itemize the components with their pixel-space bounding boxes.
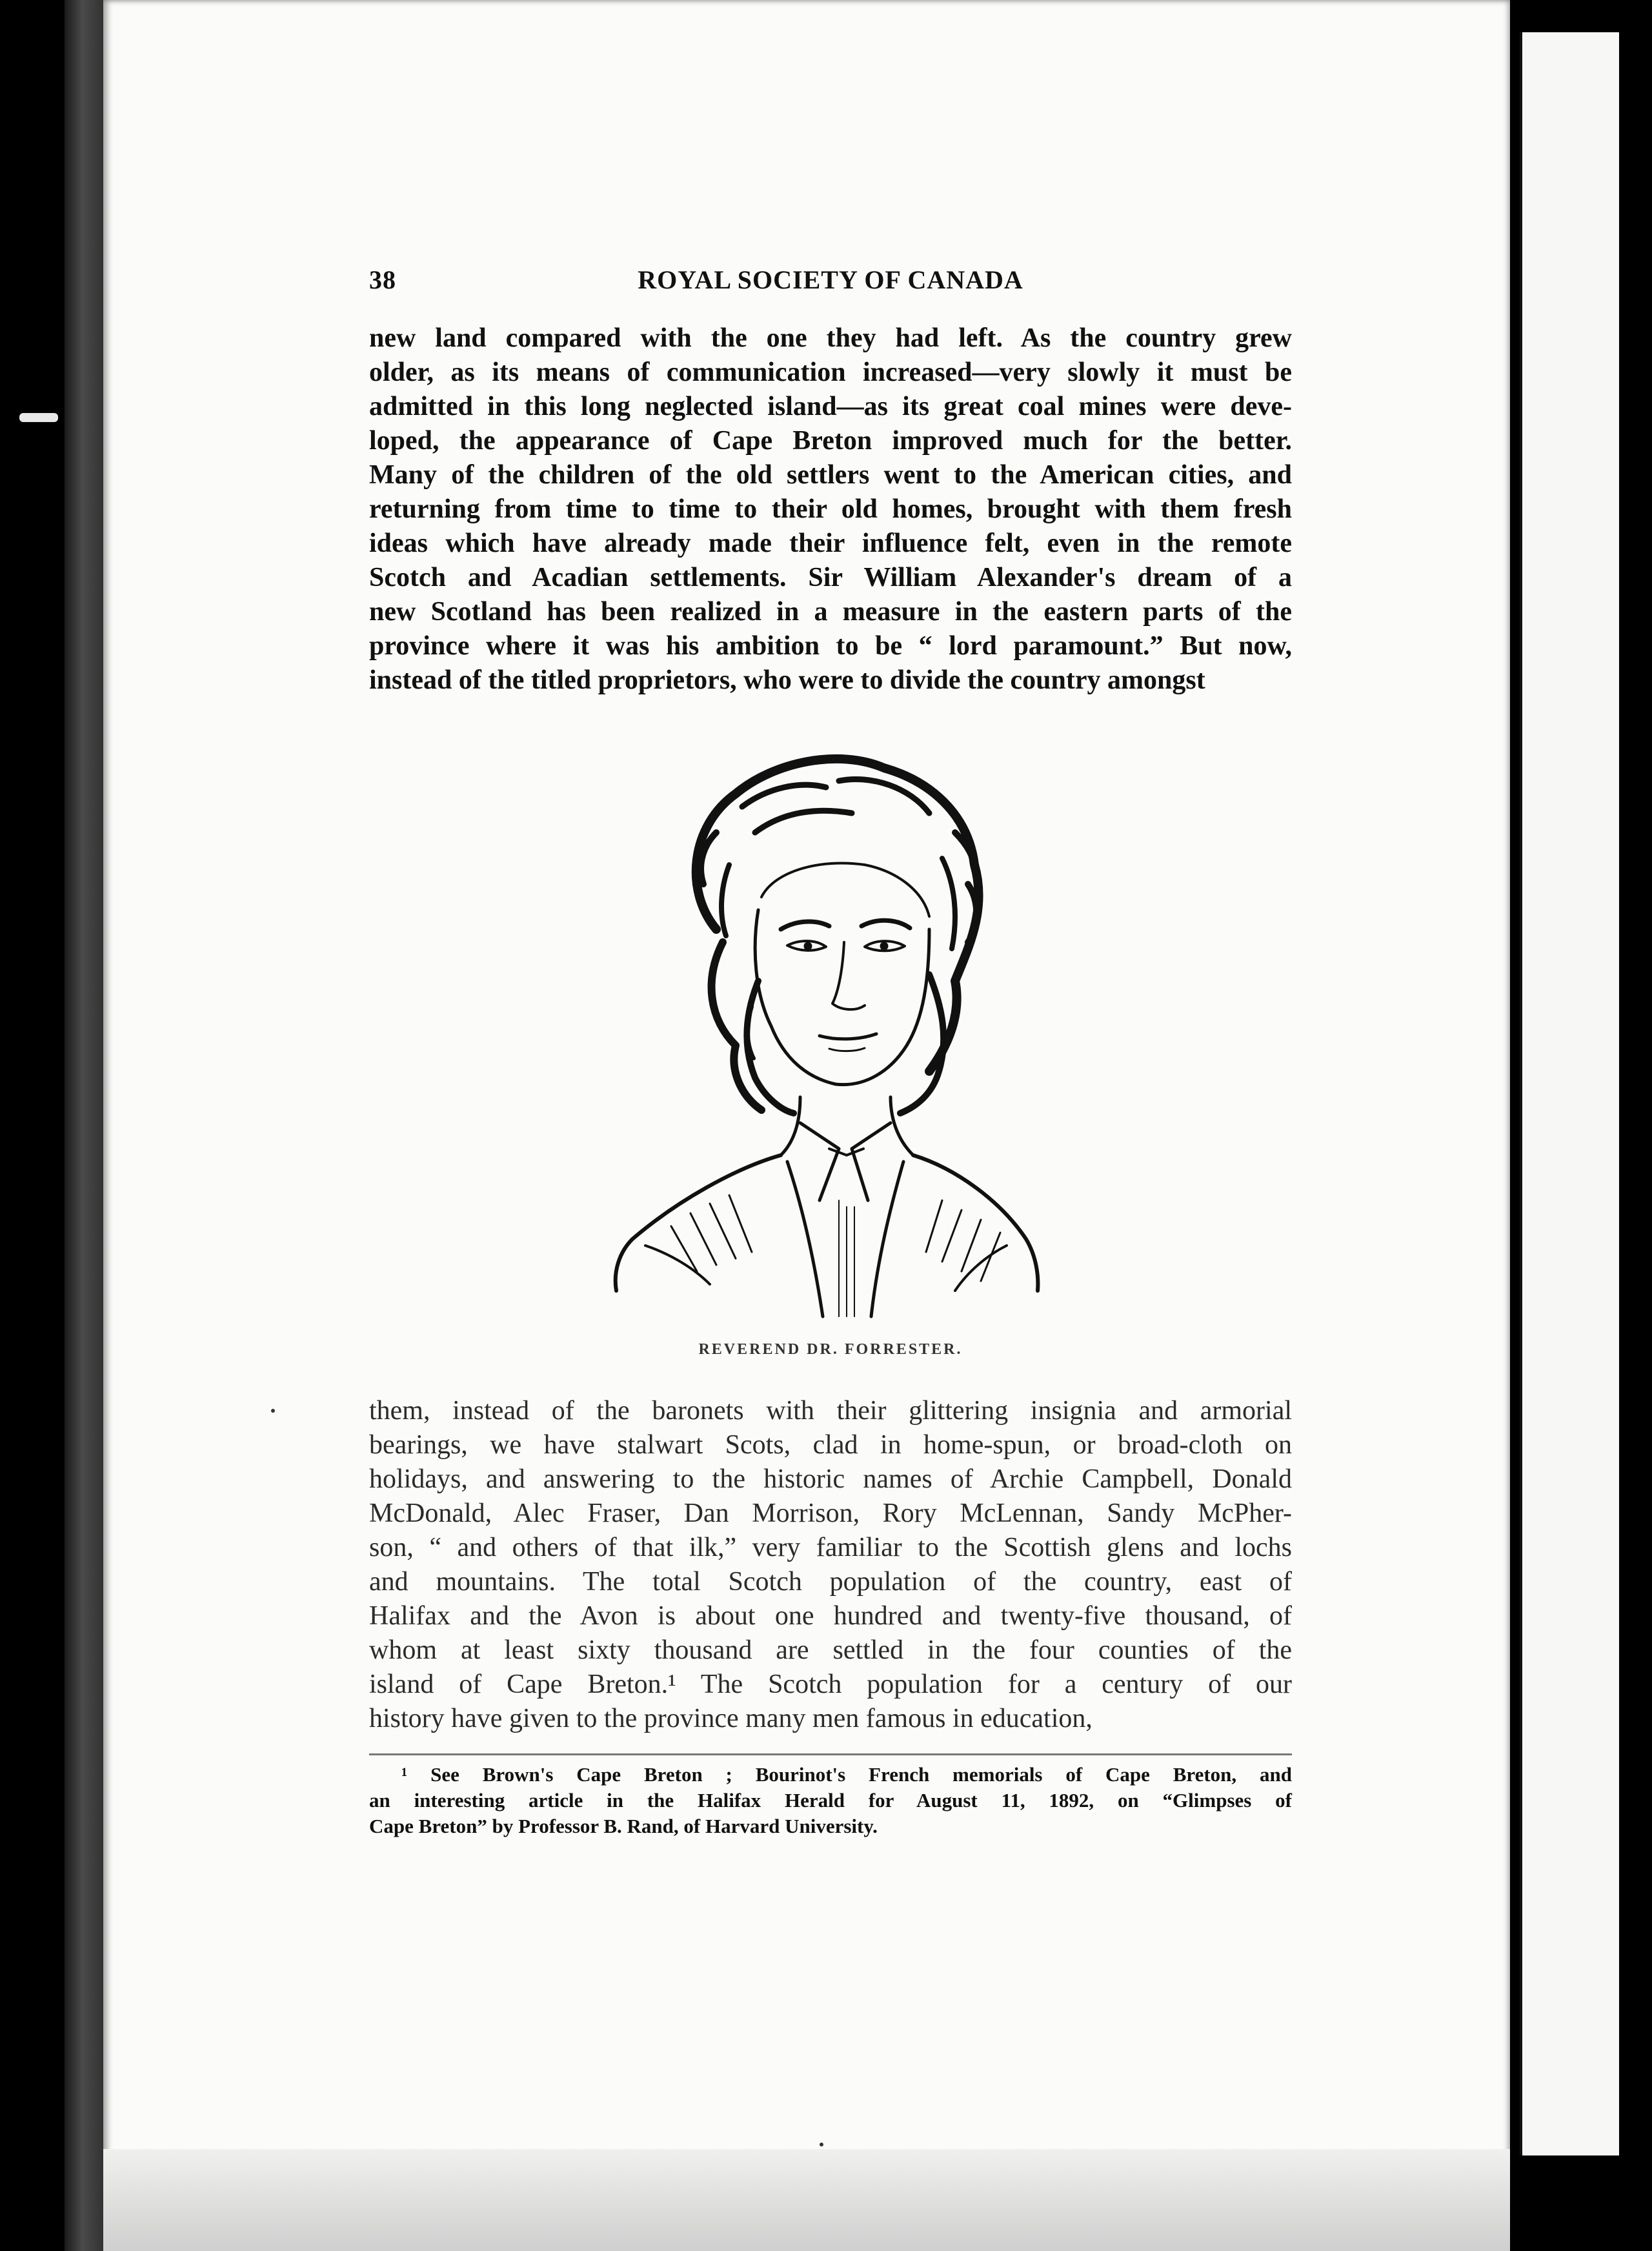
speck [271,1409,275,1413]
footnote-line: ¹ See Brown's Cape Breton ; Bourinot's French memorials of Cape Breton, and [401,1763,1292,1786]
margin-mark [19,413,58,422]
text-line: son, “ and others of that ilk,” very familiar to the Scottish glens and lochs [369,1533,1292,1562]
speck [820,2143,823,2146]
footnote-line: Cape Breton” by Professor B. Rand, of Harvard University. [369,1815,878,1837]
text-line: island of Cape Breton.¹ The Scotch population for a century of our [369,1670,1292,1699]
text-line: McDonald, Alec Fraser, Dan Morrison, Rory McLennan, Sandy McPher- [369,1499,1292,1528]
paragraph-bottom [369,1394,1292,1736]
text-line: whom at least sixty thousand are settled in the four counties of the [369,1635,1292,1665]
text-line: holidays, and answering to the historic names of Archie Campbell, Donald [369,1464,1292,1494]
portrait-illustration [607,736,1045,1329]
text-line: province where it was his ambition to be “ lord paramount.” But now, [369,631,1292,661]
paragraph-top [369,321,1292,698]
text-line: returning from time to time to their old homes, brought with them fresh [369,494,1292,524]
figure-caption: REVEREND DR. FORRESTER. [698,1341,963,1358]
text-line: older, as its means of communication increased—very slowly it must be [369,358,1292,387]
text-line: Many of the children of the old settlers went to the American cities, and [369,460,1292,490]
text-line: instead of the titled proprietors, who were to divide the country amongst [369,665,1205,695]
text-line: them, instead of the baronets with their glittering insignia and armorial [369,1396,1292,1426]
text-line: history have given to the province many men famous in education, [369,1704,1093,1733]
text-line: bearings, we have stalwart Scots, clad in home-spun, or broad-cloth on [369,1430,1292,1460]
text-line: ideas which have already made their influence felt, even in the remote [369,529,1292,558]
footnote-line: an interesting article in the Halifax Herald for August 11, 1892, on “Glimpses of [369,1789,1292,1812]
running-head-title: ROYAL SOCIETY OF CANADA [638,265,1023,294]
text-line: and mountains. The total Scotch population of the country, east of [369,1567,1292,1597]
text-line: new Scotland has been realized in a measure in the eastern parts of the [369,597,1292,627]
portrait-engraving [607,736,1045,1329]
text-line: admitted in this long neglected island—as its great coal mines were deve- [369,392,1292,421]
page-bottom-shadow [103,2149,1510,2251]
footnote-rule [369,1753,1292,1755]
footnote [369,1762,1292,1839]
text-line: Halifax and the Avon is about one hundred and twenty-five thousand, of [369,1601,1292,1631]
next-page-edge [1520,32,1619,2155]
text-line: Scotch and Acadian settlements. Sir William Alexander's dream of a [369,563,1292,592]
page-number: 38 [369,265,396,294]
running-head [369,265,1292,303]
text-line: new land compared with the one they had left. As the country grew [369,323,1292,353]
text-line: loped, the appearance of Cape Breton improved much for the better. [369,426,1292,456]
